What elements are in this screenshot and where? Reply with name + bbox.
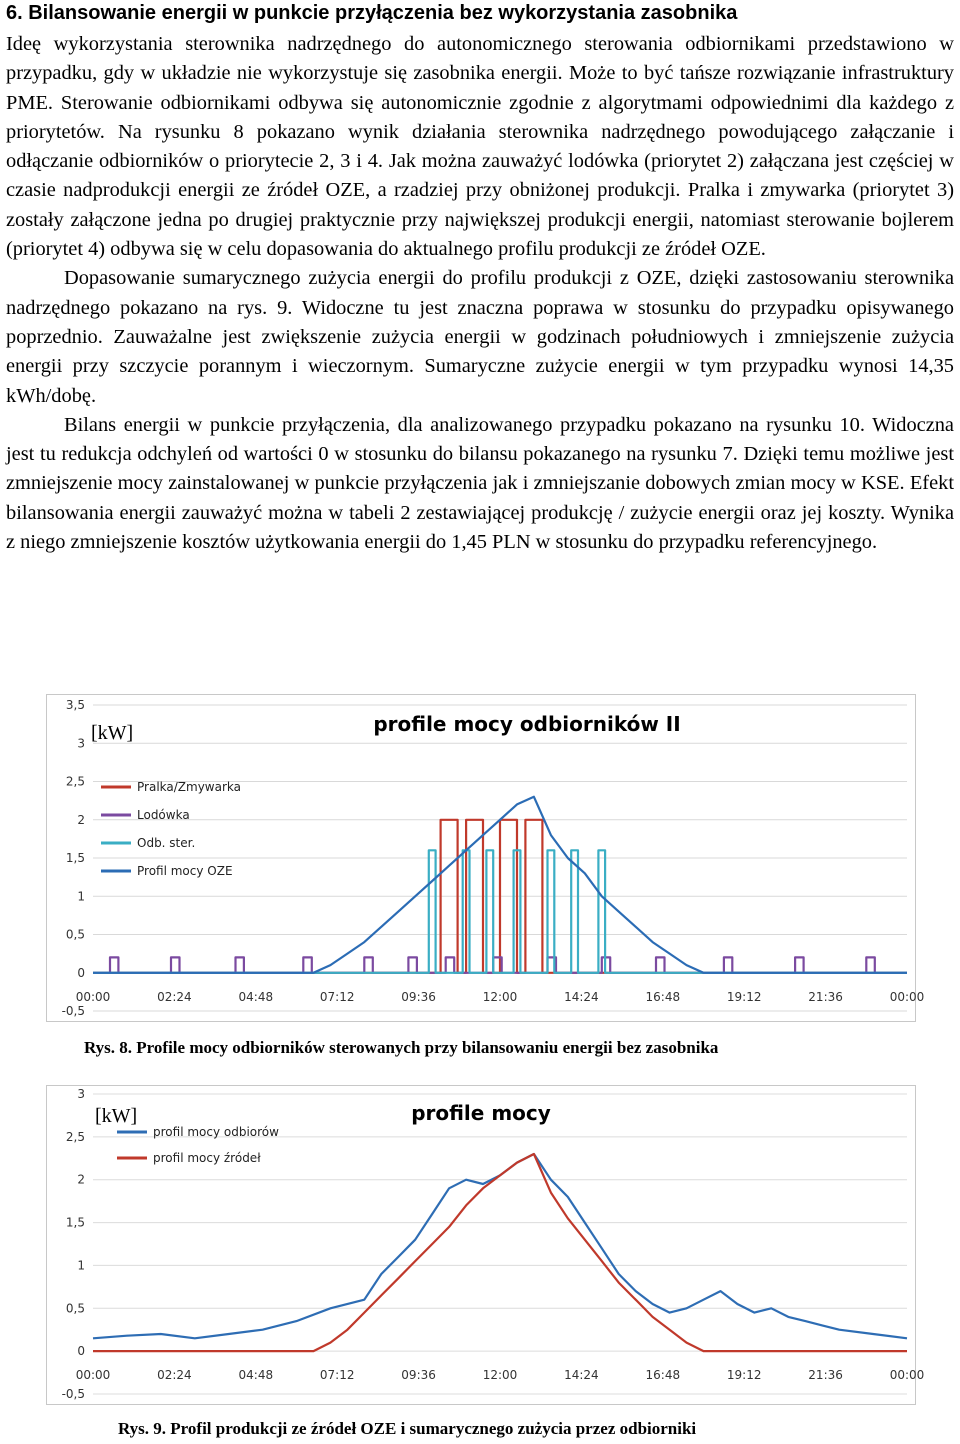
x-tick-label: 16:48 — [645, 1368, 681, 1383]
x-tick-label: 14:24 — [564, 1368, 599, 1383]
x-tick-label: 00:00 — [75, 989, 111, 1004]
y-tick-label: 0,5 — [65, 927, 85, 942]
x-tick-label: 19:12 — [726, 1368, 762, 1383]
y-tick-label: 1,5 — [65, 851, 85, 865]
x-tick-label: 02:24 — [157, 989, 192, 1004]
legend-label: profil mocy źródeł — [153, 1151, 261, 1165]
x-tick-label: 19:12 — [726, 989, 762, 1004]
legend-label: Odb. ster. — [137, 836, 196, 850]
legend-label: profil mocy odbiorów — [153, 1125, 279, 1139]
paragraph: Bilans energii w punkcie przyłączenia, dla analizowanego przypadku pokazano na rysunku 10. Widoczna jest tu redukcja odchyleń od wartości 0 w stosunku do bilansu pokazanego na rysunku 7. Dzięki temu możliwe jest zmniejszenie mocy zainstalowanej w punkcie przyłączenia jak i zmniejszanie dobowych zmian mocy w KSE. Efekt bilansowania energii zauważyć można w tabeli 2 zestawiającej produkcję / zużycie energii oraz jej koszty. Wynika z niego zmniejszenie kosztów użytkowania energii do 1,45 PLN w stosunku do przypadku referencyjnego. — [6, 413, 954, 554]
y-tick-label: 2 — [77, 812, 85, 827]
x-tick-label: 14:24 — [564, 989, 599, 1004]
x-tick-label: 00:00 — [889, 1368, 925, 1383]
x-tick-label: 00:00 — [75, 1368, 111, 1383]
x-tick-label: 04:48 — [238, 989, 274, 1004]
y-tick-label: 1,5 — [65, 1215, 85, 1230]
y-tick-label: 0 — [77, 1344, 85, 1359]
y-tick-label: 3 — [77, 736, 85, 751]
legend-label: Pralka/Zmywarka — [137, 780, 241, 794]
body-text — [6, 30, 954, 557]
x-tick-label: 16:48 — [645, 989, 681, 1004]
y-tick-label: 1 — [77, 889, 85, 904]
figure-9-chart — [46, 1085, 925, 1405]
series-line — [93, 1154, 907, 1351]
chart-9-svg — [47, 1086, 925, 1404]
figure-8-chart — [46, 694, 925, 1022]
y-tick-label: 2 — [77, 1172, 85, 1187]
chart-title: profile mocy odbiorników II — [373, 712, 681, 736]
y-tick-label: 3 — [77, 1087, 85, 1101]
x-tick-label: 09:36 — [401, 1368, 436, 1383]
x-tick-label: 07:12 — [319, 1368, 355, 1383]
paragraph: Ideę wykorzystania sterownika nadrzędnego do autonomicznego sterowania odbiornikami przedstawiono w przypadku, gdy w układzie nie wykorzystuje się zasobnika energii. Może to być tańsze rozwiązanie infrastruktury PME. Sterowanie odbiornikami odbywa się autonomicznie zgodnie z algorytmami odpowiednimi dla każdego z priorytetów. Na rysunku 8 pokazano wynik działania sterownika nadrzędnego powodującego załączanie i odłączanie odbiorników o priorytecie 2, 3 i 4. Jak można zauważyć lodówka (priorytet 2) załączana jest częściej w czasie nadprodukcji energii ze źródeł OZE, a rzadziej przy obniżonej produkcji. Pralka i zmywarka (priorytet 3) zostały załączone jedna po drugiej praktycznie przy największej produkcji energii, natomiast sterowanie bojlerem (priorytet 4) odbywa się w celu dopasowania do aktualnego profilu produkcji ze źródeł OZE. — [6, 33, 954, 261]
x-tick-label: 04:48 — [238, 1368, 274, 1383]
y-tick-label: 2,5 — [65, 1129, 85, 1144]
y-tick-label: -0,5 — [61, 1387, 85, 1401]
figure-8-caption: Rys. 8. Profile mocy odbiorników sterowanych przy bilansowaniu energii bez zasobnika — [84, 1038, 719, 1057]
x-tick-label: 21:36 — [808, 989, 843, 1004]
x-tick-label: 21:36 — [808, 1368, 843, 1383]
paragraph: Dopasowanie sumarycznego zużycia energii do profilu produkcji z OZE, dzięki zastosowaniu sterownika nadrzędnego pokazano na rys. 9. Widoczne tu jest znaczna poprawa w stosunku do przypadku opisywanego poprzednio. Zauważalne jest zwiększenie zużycia energii w godzinach południowych i zmniejszenie zużycia energii przy szczycie porannym i wieczornym. Sumaryczne zużycie energii w tym przypadku wynosi 14,35 kWh/dobę. — [6, 267, 954, 407]
section-heading: 6. Bilansowanie energii w punkcie przyłączenia bez wykorzystania zasobnika — [6, 2, 738, 24]
x-tick-label: 12:00 — [482, 1368, 518, 1383]
chart-8-svg — [47, 695, 925, 1021]
y-axis-unit: [kW] — [91, 722, 134, 744]
y-axis-unit: [kW] — [95, 1105, 138, 1127]
y-tick-label: 1 — [77, 1258, 85, 1273]
y-tick-label: 0 — [77, 965, 85, 980]
y-tick-label: 3,5 — [65, 698, 85, 712]
chart-title: profile mocy — [411, 1101, 551, 1125]
x-tick-label: 07:12 — [319, 989, 355, 1004]
y-tick-label: -0,5 — [61, 1004, 85, 1018]
y-tick-label: 0,5 — [65, 1301, 85, 1316]
legend-label: Profil mocy OZE — [137, 864, 233, 878]
x-tick-label: 00:00 — [889, 989, 925, 1004]
x-tick-label: 02:24 — [157, 1368, 192, 1383]
series-line — [93, 1154, 907, 1338]
legend-label: Lodówka — [137, 808, 190, 822]
x-tick-label: 09:36 — [401, 989, 436, 1004]
figure-9-caption: Rys. 9. Profil produkcji ze źródeł OZE i sumarycznego zużycia przez odbiorniki — [118, 1419, 697, 1438]
y-tick-label: 2,5 — [65, 774, 85, 789]
x-tick-label: 12:00 — [482, 989, 518, 1004]
